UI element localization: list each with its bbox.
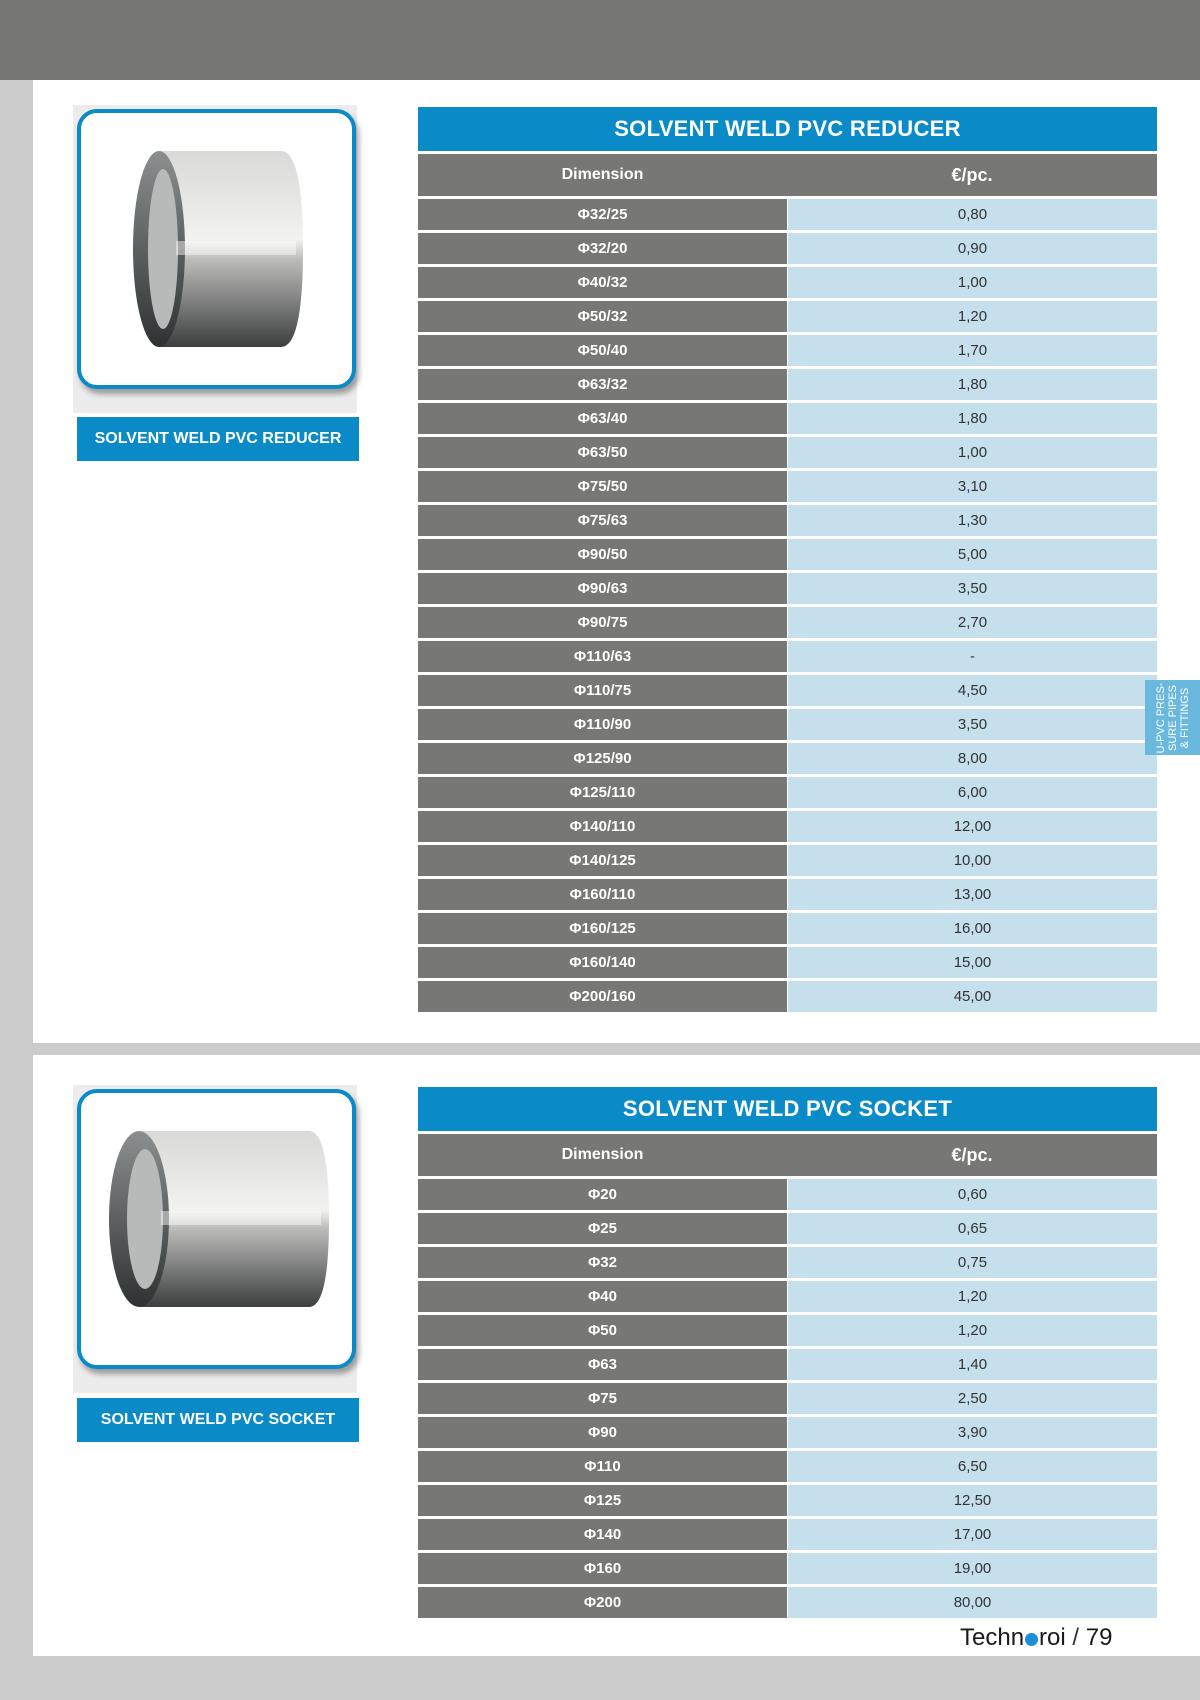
table-row bbox=[418, 1213, 1157, 1244]
table-row bbox=[418, 301, 1157, 332]
dimension-cell: Φ90/63 bbox=[418, 573, 787, 604]
table-row bbox=[418, 641, 1157, 672]
dimension-cell: Φ200/160 bbox=[418, 981, 787, 1012]
dimension-cell: Φ110/75 bbox=[418, 675, 787, 706]
price-cell: 12,00 bbox=[788, 811, 1157, 842]
dimension-cell: Φ50/32 bbox=[418, 301, 787, 332]
price-cell: 3,50 bbox=[788, 709, 1157, 740]
price-cell: 1,20 bbox=[788, 1281, 1157, 1312]
price-cell: 0,90 bbox=[788, 233, 1157, 264]
socket-table-title: SOLVENT WELD PVC SOCKET bbox=[418, 1087, 1157, 1131]
reducer-caption: SOLVENT WELD PVC REDUCER bbox=[77, 417, 359, 461]
table-row bbox=[418, 709, 1157, 740]
dimension-cell: Φ32/25 bbox=[418, 199, 787, 230]
page-number: 79 bbox=[1085, 1624, 1113, 1651]
dimension-cell: Φ20 bbox=[418, 1179, 787, 1210]
price-cell: 1,20 bbox=[788, 301, 1157, 332]
table-row bbox=[418, 811, 1157, 842]
table-row bbox=[418, 1383, 1157, 1414]
price-cell: 45,00 bbox=[788, 981, 1157, 1012]
dimension-cell: Φ200 bbox=[418, 1587, 787, 1618]
top-bar bbox=[0, 0, 1200, 80]
price-cell: 1,80 bbox=[788, 403, 1157, 434]
table-row bbox=[418, 743, 1157, 774]
dimension-cell: Φ160 bbox=[418, 1553, 787, 1584]
dimension-cell: Φ140 bbox=[418, 1519, 787, 1550]
socket-image-box bbox=[73, 1085, 357, 1393]
socket-panel bbox=[33, 1055, 1200, 1656]
table-row bbox=[418, 675, 1157, 706]
price-cell: 6,00 bbox=[788, 777, 1157, 808]
price-cell: 0,75 bbox=[788, 1247, 1157, 1278]
dimension-header: Dimension bbox=[561, 166, 644, 183]
price-cell: 13,00 bbox=[788, 879, 1157, 910]
table-header bbox=[418, 1134, 1157, 1176]
dimension-cell: Φ63 bbox=[418, 1349, 787, 1380]
price-cell: 0,65 bbox=[788, 1213, 1157, 1244]
dimension-cell: Φ160/110 bbox=[418, 879, 787, 910]
brand-logo: Techn roi bbox=[960, 1624, 1066, 1651]
table-row bbox=[418, 1247, 1157, 1278]
table-row bbox=[418, 573, 1157, 604]
pvc-socket-icon bbox=[77, 1089, 356, 1369]
table-row bbox=[418, 1315, 1157, 1346]
table-row bbox=[418, 947, 1157, 978]
socket-rows bbox=[418, 1179, 1157, 1618]
price-cell: 1,00 bbox=[788, 267, 1157, 298]
price-cell: 15,00 bbox=[788, 947, 1157, 978]
reducer-table-title: SOLVENT WELD PVC REDUCER bbox=[418, 107, 1157, 151]
price-cell: 3,10 bbox=[788, 471, 1157, 502]
dimension-cell: Φ50 bbox=[418, 1315, 787, 1346]
table-row bbox=[418, 1519, 1157, 1550]
reducer-price-table bbox=[418, 107, 1157, 1012]
price-cell: 19,00 bbox=[788, 1553, 1157, 1584]
table-row bbox=[418, 1451, 1157, 1482]
price-cell: 2,50 bbox=[788, 1383, 1157, 1414]
dimension-cell: Φ110/90 bbox=[418, 709, 787, 740]
dimension-cell: Φ40/32 bbox=[418, 267, 787, 298]
price-cell: 5,00 bbox=[788, 539, 1157, 570]
price-cell: 12,50 bbox=[788, 1485, 1157, 1516]
price-cell: - bbox=[788, 641, 1157, 672]
dimension-cell: Φ160/140 bbox=[418, 947, 787, 978]
price-cell: 1,00 bbox=[788, 437, 1157, 468]
price-cell: 16,00 bbox=[788, 913, 1157, 944]
dimension-cell: Φ32 bbox=[418, 1247, 787, 1278]
table-row bbox=[418, 1417, 1157, 1448]
dimension-cell: Φ25 bbox=[418, 1213, 787, 1244]
reducer-panel bbox=[33, 80, 1200, 1043]
pvc-reducer-icon bbox=[77, 109, 356, 389]
dimension-cell: Φ160/125 bbox=[418, 913, 787, 944]
price-cell: 8,00 bbox=[788, 743, 1157, 774]
table-row bbox=[418, 403, 1157, 434]
table-row bbox=[418, 233, 1157, 264]
price-cell: 6,50 bbox=[788, 1451, 1157, 1482]
price-cell: 1,20 bbox=[788, 1315, 1157, 1346]
socket-caption: SOLVENT WELD PVC SOCKET bbox=[77, 1398, 359, 1442]
page-separator: / bbox=[1072, 1624, 1080, 1651]
price-cell: 80,00 bbox=[788, 1587, 1157, 1618]
table-row bbox=[418, 777, 1157, 808]
table-row bbox=[418, 335, 1157, 366]
dimension-cell: Φ140/110 bbox=[418, 811, 787, 842]
dimension-cell: Φ63/50 bbox=[418, 437, 787, 468]
dimension-cell: Φ90/50 bbox=[418, 539, 787, 570]
section-side-tab[interactable] bbox=[1145, 680, 1200, 755]
table-row bbox=[418, 369, 1157, 400]
price-cell: 1,40 bbox=[788, 1349, 1157, 1380]
dimension-cell: Φ63/32 bbox=[418, 369, 787, 400]
table-row bbox=[418, 1281, 1157, 1312]
price-cell: 3,50 bbox=[788, 573, 1157, 604]
table-row bbox=[418, 607, 1157, 638]
socket-price-table bbox=[418, 1087, 1157, 1618]
dimension-cell: Φ90 bbox=[418, 1417, 787, 1448]
dimension-cell: Φ110 bbox=[418, 1451, 787, 1482]
dimension-cell: Φ50/40 bbox=[418, 335, 787, 366]
table-row bbox=[418, 471, 1157, 502]
dimension-cell: Φ125/90 bbox=[418, 743, 787, 774]
table-row bbox=[418, 539, 1157, 570]
table-row bbox=[418, 267, 1157, 298]
dimension-cell: Φ140/125 bbox=[418, 845, 787, 876]
price-header: €/pc. bbox=[951, 1144, 993, 1165]
reducer-rows bbox=[418, 199, 1157, 1012]
table-row bbox=[418, 879, 1157, 910]
dimension-cell: Φ125 bbox=[418, 1485, 787, 1516]
table-row bbox=[418, 1349, 1157, 1380]
table-row bbox=[418, 1179, 1157, 1210]
table-row bbox=[418, 1553, 1157, 1584]
price-cell: 0,80 bbox=[788, 199, 1157, 230]
price-cell: 2,70 bbox=[788, 607, 1157, 638]
dimension-cell: Φ63/40 bbox=[418, 403, 787, 434]
side-tab-label: U-PVC PRES-SURE PIPES & FITTINGS bbox=[1154, 682, 1191, 753]
dimension-cell: Φ125/110 bbox=[418, 777, 787, 808]
price-cell: 0,60 bbox=[788, 1179, 1157, 1210]
dimension-cell: Φ75/50 bbox=[418, 471, 787, 502]
price-cell: 1,30 bbox=[788, 505, 1157, 536]
table-row bbox=[418, 913, 1157, 944]
table-row bbox=[418, 1587, 1157, 1618]
table-row bbox=[418, 199, 1157, 230]
table-header bbox=[418, 154, 1157, 196]
price-cell: 10,00 bbox=[788, 845, 1157, 876]
price-cell: 3,90 bbox=[788, 1417, 1157, 1448]
table-row bbox=[418, 505, 1157, 536]
price-cell: 1,80 bbox=[788, 369, 1157, 400]
dimension-cell: Φ40 bbox=[418, 1281, 787, 1312]
dimension-cell: Φ75 bbox=[418, 1383, 787, 1414]
dimension-cell: Φ110/63 bbox=[418, 641, 787, 672]
dimension-cell: Φ90/75 bbox=[418, 607, 787, 638]
reducer-image-box bbox=[73, 105, 357, 413]
price-cell: 4,50 bbox=[788, 675, 1157, 706]
table-row bbox=[418, 437, 1157, 468]
dimension-header: Dimension bbox=[561, 1146, 644, 1163]
dimension-cell: Φ75/63 bbox=[418, 505, 787, 536]
price-header: €/pc. bbox=[951, 164, 993, 185]
footer-brand bbox=[960, 1624, 1112, 1652]
price-cell: 17,00 bbox=[788, 1519, 1157, 1550]
table-row bbox=[418, 1485, 1157, 1516]
dimension-cell: Φ32/20 bbox=[418, 233, 787, 264]
price-cell: 1,70 bbox=[788, 335, 1157, 366]
table-row bbox=[418, 981, 1157, 1012]
table-row bbox=[418, 845, 1157, 876]
